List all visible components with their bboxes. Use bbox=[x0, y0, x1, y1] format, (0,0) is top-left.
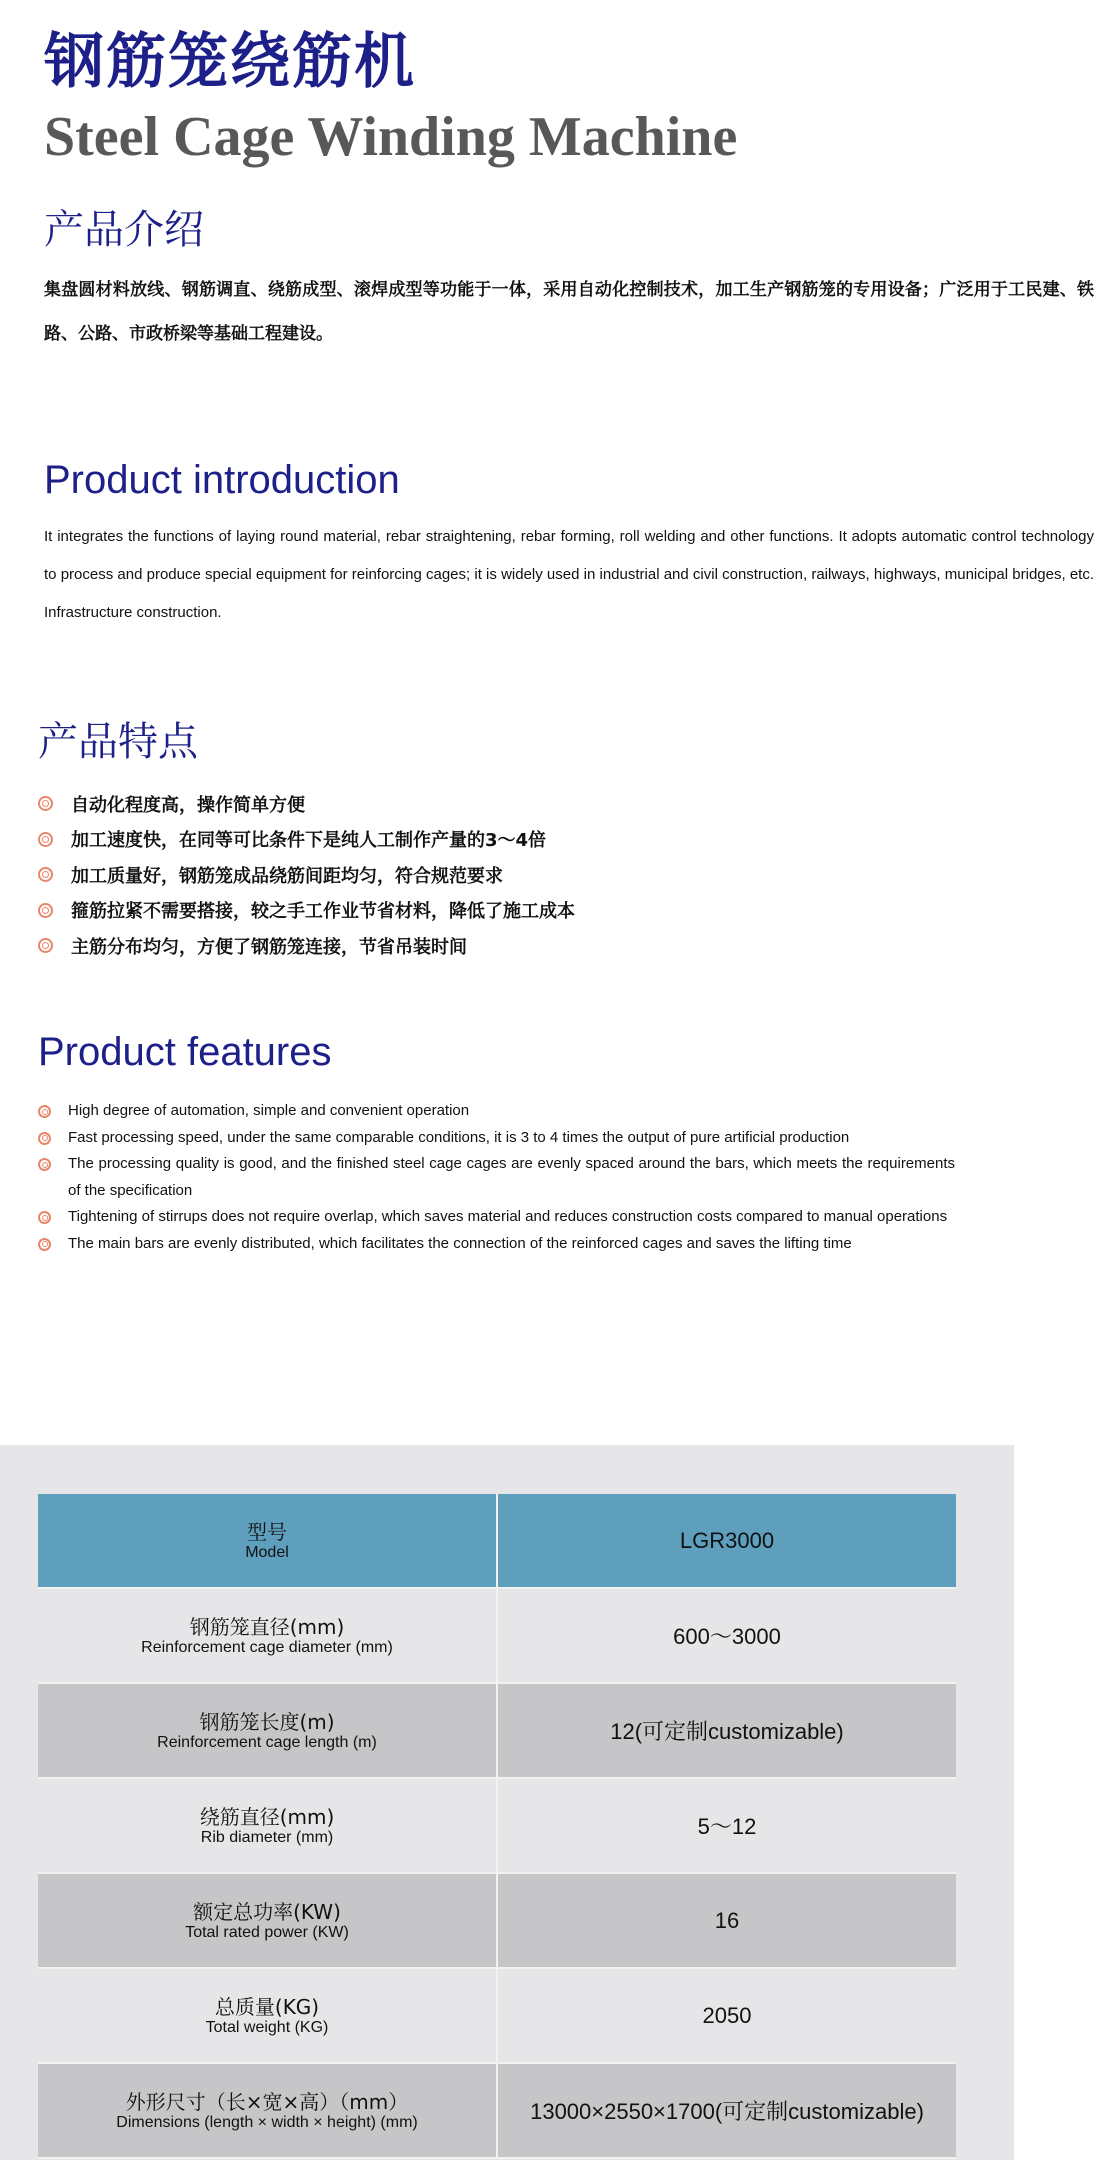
feature-text: Tightening of stirrups does not require overlap, which saves material and reduces construction costs compared to manual operations bbox=[68, 1208, 948, 1225]
double-ring-bullet-icon bbox=[38, 1105, 51, 1118]
table-row bbox=[38, 1969, 956, 2064]
page-title-en: Steel Cage Winding Machine bbox=[44, 106, 738, 168]
spec-label-cell bbox=[38, 1589, 498, 1682]
spec-label-en: Total weight (KG) bbox=[205, 2018, 329, 2036]
double-ring-bullet-icon bbox=[38, 1158, 51, 1171]
spec-label-en: Model bbox=[245, 1543, 289, 1561]
table-row bbox=[38, 1494, 956, 1589]
spec-value: 5～12 bbox=[498, 1779, 956, 1872]
spec-label-cell bbox=[38, 1494, 498, 1587]
double-ring-bullet-icon bbox=[38, 938, 53, 953]
spec-label-en: Reinforcement cage diameter (mm) bbox=[141, 1638, 393, 1656]
list-item bbox=[38, 1204, 955, 1231]
spec-label-cn: 额定总功率(KW) bbox=[193, 1899, 341, 1924]
spec-value: 2050 bbox=[498, 1969, 956, 2062]
feature-text: 自动化程度高，操作简单方便 bbox=[71, 794, 305, 816]
feature-text: 箍筋拉紧不需要搭接，较之手工作业节省材料，降低了施工成本 bbox=[71, 901, 575, 923]
spec-value: 13000×2550×1700(可定制customizable) bbox=[498, 2064, 956, 2157]
list-item bbox=[38, 1231, 955, 1258]
spec-value: LGR3000 bbox=[498, 1494, 956, 1587]
spec-label-en: Dimensions (length × width × height) (mm) bbox=[116, 2113, 418, 2131]
table-row bbox=[38, 2064, 956, 2159]
list-item bbox=[38, 857, 1038, 893]
spec-label-cn: 外形尺寸（长×宽×高）（mm） bbox=[125, 2089, 409, 2114]
feature-text: 加工速度快，在同等可比条件下是纯人工制作产量的3～4倍 bbox=[71, 830, 547, 852]
features-heading-cn: 产品特点 bbox=[38, 719, 198, 765]
spec-label-cn: 型号 bbox=[247, 1519, 287, 1544]
spec-value: 12(可定制customizable) bbox=[498, 1684, 956, 1777]
feature-text: The main bars are evenly distributed, which facilitates the connection of the reinforced cages and saves the lifting time bbox=[68, 1234, 852, 1252]
spec-table bbox=[38, 1494, 956, 2159]
double-ring-bullet-icon bbox=[38, 1211, 51, 1224]
table-row bbox=[38, 1779, 956, 1874]
spec-label-cell bbox=[38, 2064, 498, 2157]
spec-label-cn: 绕筋直径(mm) bbox=[199, 1804, 335, 1829]
feature-text: 加工质量好，钢筋笼成品绕筋间距均匀，符合规范要求 bbox=[71, 865, 503, 887]
list-item bbox=[38, 786, 1038, 822]
feature-text: 主筋分布均匀，方便了钢筋笼连接，节省吊装时间 bbox=[71, 936, 467, 958]
feature-text: High degree of automation, simple and convenient operation bbox=[68, 1102, 470, 1119]
spec-label-en: Reinforcement cage length (m) bbox=[157, 1733, 377, 1751]
spec-label-cn: 钢筋笼长度(m) bbox=[199, 1709, 335, 1734]
double-ring-bullet-icon bbox=[38, 903, 53, 918]
features-heading-en: Product features bbox=[38, 1030, 332, 1074]
intro-heading-en: Product introduction bbox=[44, 458, 400, 502]
list-item bbox=[38, 928, 1038, 964]
spec-label-cell bbox=[38, 1779, 498, 1872]
list-item bbox=[38, 893, 1038, 929]
spec-label-cell bbox=[38, 1874, 498, 1967]
double-ring-bullet-icon bbox=[38, 796, 53, 811]
double-ring-bullet-icon bbox=[38, 1238, 51, 1251]
intro-body-cn: 集盘圆材料放线、钢筋调直、绕筋成型、滚焊成型等功能于一体，采用自动化控制技术，加工生产钢筋笼的专用设备；广泛用于工民建、铁路、公路、市政桥梁等基础工程建设。 bbox=[44, 280, 1094, 344]
spec-value: 16 bbox=[498, 1874, 956, 1967]
spec-label-cell bbox=[38, 1969, 498, 2062]
intro-body-en: It integrates the functions of laying round material, rebar straightening, rebar forming, roll welding and other functions. It adopts automatic control technology to process and produce special equipment for reinforcing cages; it is widely used in industrial and civil construction, railways, highways, municipal bridges, etc. Infrastructure construction. bbox=[44, 528, 1094, 621]
list-item bbox=[38, 822, 1038, 858]
list-item bbox=[38, 1125, 955, 1152]
table-row bbox=[38, 1589, 956, 1684]
spec-label-cn: 总质量(KG) bbox=[214, 1994, 320, 2019]
double-ring-bullet-icon bbox=[38, 1132, 51, 1145]
spec-label-cn: 钢筋笼直径(mm) bbox=[189, 1614, 345, 1639]
double-ring-bullet-icon bbox=[38, 867, 53, 882]
feature-text: Fast processing speed, under the same comparable conditions, it is 3 to 4 times the output of pure artificial production bbox=[68, 1128, 850, 1146]
spec-value: 600～3000 bbox=[498, 1589, 956, 1682]
table-row bbox=[38, 1684, 956, 1779]
feature-text: The processing quality is good, and the finished steel cage cages are evenly spaced around the bars, which meets the requirements of the specification bbox=[68, 1155, 955, 1199]
spec-panel bbox=[0, 1445, 1014, 2160]
list-item bbox=[38, 1151, 955, 1204]
list-item bbox=[38, 1098, 955, 1125]
intro-heading-cn: 产品介绍 bbox=[44, 207, 204, 253]
spec-label-en: Total rated power (KW) bbox=[185, 1923, 349, 1941]
features-list-en bbox=[38, 1098, 955, 1257]
spec-label-en: Rib diameter (mm) bbox=[200, 1828, 334, 1846]
spec-label-cell bbox=[38, 1684, 498, 1777]
double-ring-bullet-icon bbox=[38, 832, 53, 847]
table-row bbox=[38, 1874, 956, 1969]
features-list-cn bbox=[38, 786, 1038, 964]
page-title-cn: 钢筋笼绕筋机 bbox=[44, 29, 416, 95]
